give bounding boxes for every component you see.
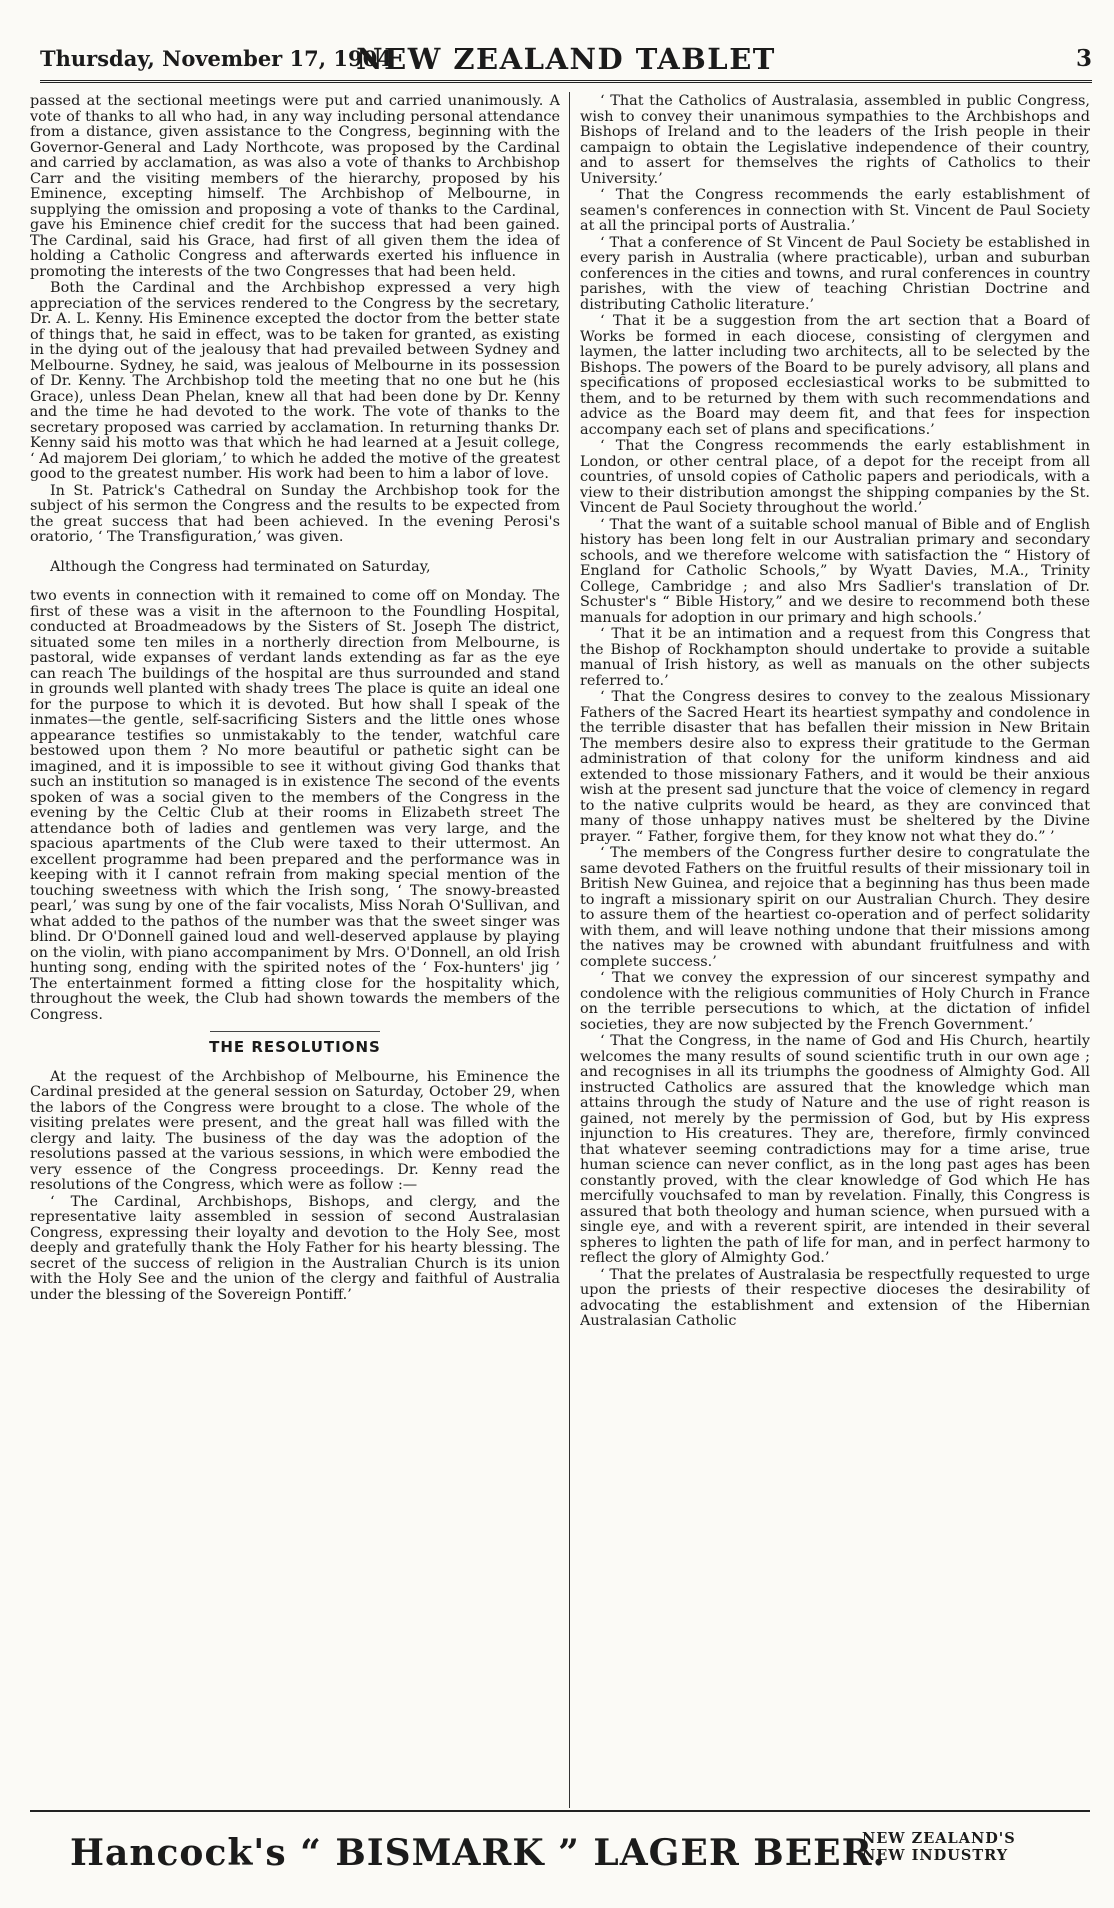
right-column: [580, 94, 1090, 1808]
footer-rule: [30, 1810, 1090, 1812]
advertisement-tagline: [862, 1830, 1016, 1864]
section-divider: [210, 1031, 380, 1032]
page-header: [40, 40, 1092, 80]
issue-date: Thursday, November 17, 1904: [40, 46, 392, 71]
page-number: 3: [1075, 45, 1092, 72]
article-paragraph: Both the Cardinal and the Archbishop expressed a very high appreciation of the services rendered to the Congress by the secretary, Dr. A. L. Kenny. His Eminence excepted the doctor from the better state of things that, he said in effect, was to be taken for granted, as existing in the dying out of the jealousy that had prevailed between Sydney and Melbourne. Sydney, he said, was jealous of Melbourne in its possession of Dr. Kenny. The Archbishop told the meeting that no one but he (his Grace), unless Dean Phelan, knew all that had been done by Dr. Kenny and the time he had devoted to the work. The vote of thanks to the secretary proposed was carried by acclamation. In returning thanks Dr. Kenny said his motto was that which he had learned at a Jesuit college, ‘ Ad majorem Dei gloriam,’ to which he added the motive of the greatest good to the greatest number. His work had been to him a labor of love.: [30, 280, 560, 482]
resolution-paragraph: ‘ The members of the Congress further desire to congratulate the same devoted Fathers on the fruitful results of their missionary toil in British New Guinea, and rejoice that a beginning has thus been made to ingraft a missionary spirit on our Australian Church. They desire to assure them of the heartiest co-operation and of perfect solidarity with them, and will leave nothing undone that their missions among the natives may be crowned with abundant fruitfulness and with complete success.’: [580, 845, 1090, 970]
resolution-paragraph: ‘ That the Congress desires to convey to the zealous Missionary Fathers of the Sacred Heart its heartiest sympathy and condolence in the terrible disaster that has befallen their mission in New Britain The members desire also to express their gratitude to the German administration of that colony for the uniform kindness and aid extended to those missionary Fathers, and it would be their anxious wish at the present sad juncture that the voice of clemency in regard to the native culprits would be heard, as they are convinced that many of those unhappy natives must be sheltered by the Divine prayer. “ Father, forgive them, for they know not what they do.” ’: [580, 689, 1090, 845]
article-paragraph: passed at the sectional meetings were put and carried unanimously. A vote of thanks to all who had, in any way including personal attendance from a distance, given assistance to the Congress, beginning with the Governor-General and Lady Northcote, was proposed by the Cardinal and carried by acclamation, as was also a vote of thanks to Archbishop Carr and the visiting members of the hierarchy, proposed by his Eminence, excepting himself. The Archbishop of Melbourne, in supplying the omission and proposing a vote of thanks to the Cardinal, gave his Eminence chief credit for the success that had been gained. The Cardinal, said his Grace, had first of all given them the idea of holding a Catholic Congress and afterwards exerted his influence in promoting the interests of the two Congresses that had been held.: [30, 94, 560, 280]
resolution-paragraph: ‘ The Cardinal, Archbishops, Bishops, and clergy, and the representative laity assembled in session of second Australasian Congress, expressing their loyalty and devotion to the Holy See, most deeply and gratefully thank the Holy Father for his hearty blessing. The secret of the success of religion in the Australian Church is its union with the Holy See and the union of the clergy and faithful of Australia under the blessing of the Sovereign Pontiff.’: [30, 1193, 560, 1303]
resolution-paragraph: ‘ That it be a suggestion from the art section that a Board of Works be formed in each diocese, consisting of clergymen and laymen, the latter including two architects, all to be selected by the Bishops. The powers of the Board to be purely advisory, all plans and specifications of proposed ecclesiastical works to be submitted to them, and to be returned by them with such recommendations and advice as the Board may deem fit, and that fees for inspection accompany each set of plans and specifications.’: [580, 313, 1090, 438]
resolution-paragraph: ‘ That the Congress, in the name of God and His Church, heartily welcomes the many results of sound scientific truth in our own age ; and recognises in all its triumphs the goodness of Almighty God. All instructed Catholics are assured that the knowledge which man attains through the study of Nature and the use of right reason is gained, not merely by the permission of God, but by His express injunction to His creatures. They are, therefore, firmly convinced that whatever seeming contradictions may for a time arise, true human science can never conflict, as in the long past ages has been constantly proved, with the clear knowledge of God which He has mercifully vouchsafed to man by revelation. Finally, this Congress is assured that both theology and human science, when pursued with a single eye, and with a reverent spirit, are intended in their several spheres to lighten the path of life for man, and in perfect harmony to reflect the glory of Almighty God.’: [580, 1033, 1090, 1266]
resolution-paragraph: ‘ That a conference of St Vincent de Paul Society be established in every parish in Australia (where practicable), urban and suburban conferences in the cities and towns, and rural conferences in country parishes, with the view of teaching Christian Doctrine and distributing Catholic literature.’: [580, 234, 1090, 313]
resolution-paragraph: ‘ That the want of a suitable school manual of Bible and of English history has been long felt in our Australian primary and secondary schools, and we therefore welcome with satisfaction the “ History of England for Catholic Schools,” by Wyatt Davies, M.A., Trinity College, Cambridge ; and also Mrs Sadlier's translation of Dr. Schuster's “ Bible History,” and we desire to recommend both these manuals for adoption in our primary and high schools.’: [580, 516, 1090, 626]
masthead-title: NEW ZEALAND TABLET: [356, 42, 776, 76]
resolution-paragraph: ‘ That we convey the expression of our sincerest sympathy and condolence with the religious communities of Holy Church in France on the terrible persecutions to which, at the dictation of infidel societies, they are now subjected by the French Government.’: [580, 970, 1090, 1033]
article-paragraph: two events in connection with it remained to come off on Monday. The first of these was a visit in the afternoon to the Foundling Hospital, conducted at Broadmeadows by the Sisters of St. Joseph The district, situated some ten miles in a northerly direction from Melbourne, is pastoral, wide expanses of verdant lands extending as far as the eye can reach The buildings of the hospital are thus surrounded and stand in grounds well planted with shady trees The place is quite an ideal one for the purpose to which it is devoted. But how shall I speak of the inmates—the gentle, self-sacrificing Sisters and the little ones whose appearance testifies so unmistakably to the tender, watchful care bestowed upon them ? No more beautiful or pathetic sight can be imagined, and it is impossible to see it without giving God thanks that such an institution so managed is in existence The second of the events spoken of was a social given to the members of the Congress in the evening by the Celtic Club at their rooms in Elizabeth street The attendance both of ladies and gentlemen was very large, and the spacious apartments of the Club were taxed to their uttermost. An excellent programme had been prepared and the performance was in keeping with it I cannot refrain from making special mention of the touching sweetness with which the Irish song, ‘ The snowy-breasted pearl,’ was sung by one of the fair vocalists, Miss Norah O'Sullivan, and what added to the pathos of the number was that the sweet singer was blind. Dr O'Donnell gained loud and well-deserved applause by playing on the violin, with piano accompaniment by Mrs. O'Donnell, an old Irish hunting song, ending with the spirited notes of the ‘ Fox-hunters' jig ’ The entertainment formed a fitting close for the hospitality which, throughout the week, the Club had shown towards the members of the Congress.: [30, 588, 560, 1023]
header-rule: [40, 80, 1092, 85]
resolution-paragraph: ‘ That the Congress recommends the early establishment in London, or other central place, of a depot for the receipt from all countries, of unsold copies of Catholic papers and periodicals, with a view to their distribution amongst the shipping companies by the St. Vincent de Paul Society throughout the world.’: [580, 438, 1090, 516]
article-paragraph: In St. Patrick's Cathedral on Sunday the Archbishop took for the subject of his sermon the Congress and the results to be expected from the great success that had been achieved. In the evening Perosi's oratorio, ‘ The Transfiguration,’ was given.: [30, 482, 560, 545]
left-column: [30, 94, 560, 1808]
tagline-line-2: NEW INDUSTRY: [862, 1847, 1009, 1864]
advertisement-banner: [70, 1832, 1070, 1882]
article-paragraph: At the request of the Archbishop of Melbourne, his Eminence the Cardinal presided at the general session on Saturday, October 29, when the labors of the Congress were brought to a close. The whole of the visiting prelates were present, and the great hall was filled with the clergy and laity. The business of the day was the adoption of the resolutions passed at the various sessions, in which were embodied the very essence of the Congress proceedings. Dr. Kenny read the resolutions of the Congress, which were as follow :—: [30, 1068, 560, 1193]
tagline-line-1: NEW ZEALAND'S: [862, 1830, 1016, 1847]
advertisement-headline: Hancock's “ BISMARK ” LAGER BEER.: [70, 1832, 887, 1874]
article-paragraph: Although the Congress had terminated on Saturday,: [50, 558, 431, 575]
column-divider: [569, 92, 570, 1808]
resolution-paragraph: ‘ That it be an intimation and a request from this Congress that the Bishop of Rockhampton should undertake to provide a suitable manual of Irish history, as well as manuals on the other subjects referred to.’: [580, 626, 1090, 689]
resolution-paragraph: ‘ That the prelates of Australasia be respectfully requested to urge upon the priests of their respective dioceses the desirability of advocating the establishment and extension of the Hibernian Australasian Catholic: [580, 1266, 1090, 1329]
resolution-paragraph: ‘ That the Congress recommends the early establishment of seamen's conferences in connection with St. Vincent de Paul Society at all the principal ports of Australia.’: [580, 187, 1090, 234]
section-heading: THE RESOLUTIONS: [209, 1038, 381, 1056]
resolution-paragraph: ‘ That the Catholics of Australasia, assembled in public Congress, wish to convey their unanimous sympathies to the Archbishops and Bishops of Ireland and to the leaders of the Irish people in their campaign to obtain the Legislative independence of their country, and to assert for themselves the rights of Catholics to their University.’: [580, 94, 1090, 187]
